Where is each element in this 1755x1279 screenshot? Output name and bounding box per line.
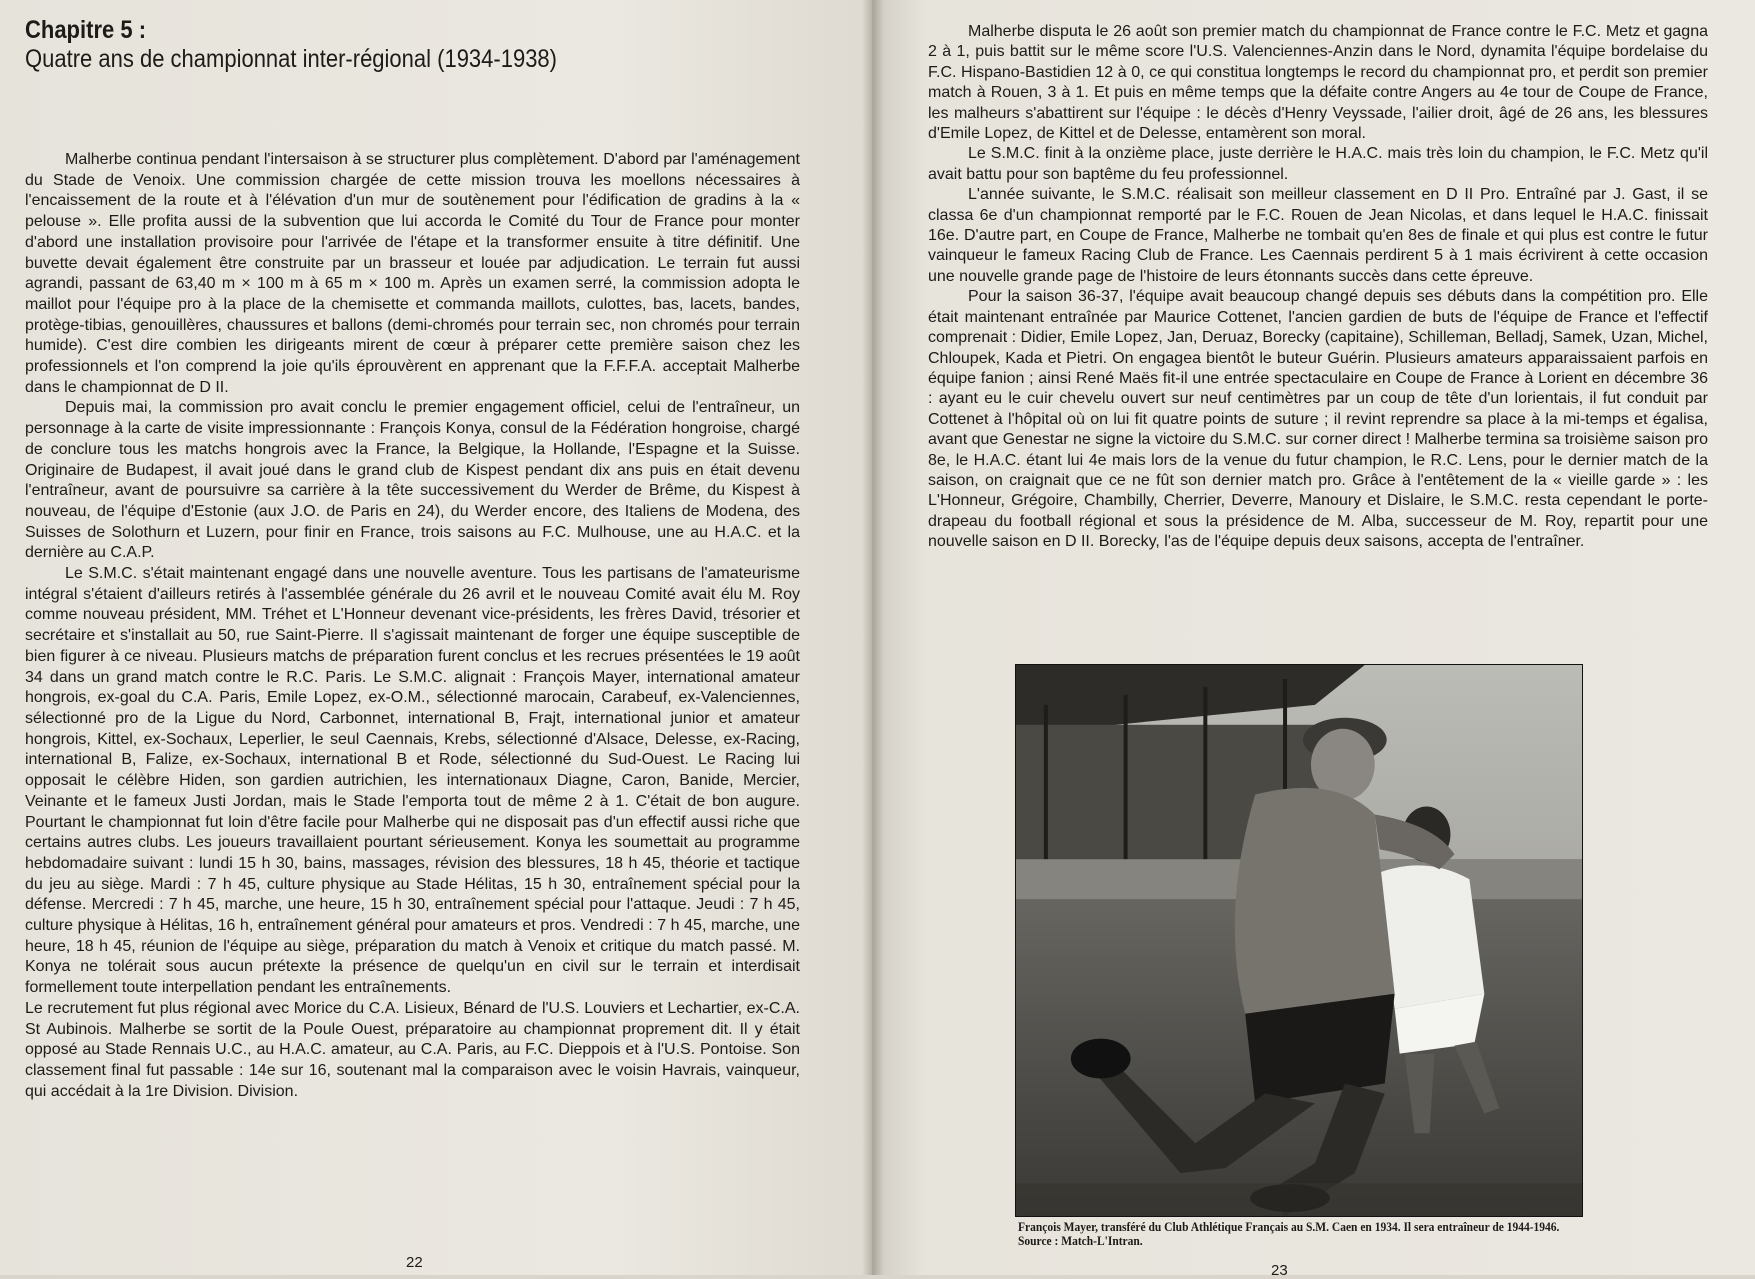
page-number: 22 xyxy=(406,1254,423,1271)
paragraph: Malherbe disputa le 26 août son premier match du championnat de France contre le F.C. Metz et gagna 2 à 1, puis battit sur le même score l'U.S. Valenciennes-Anzin dans le Nord, dynamita l'équipe bordelaise du F.C. Hispano-Bastidien 12 à 0, ce qui constitua longtemps le record du championnat pro, et perdit son premier match à Rouen, 3 à 1. Et puis en même temps que la défaite contre Angers au 4e tour de Coupe de France, les malheurs s'abattirent sur l'équipe : le décès d'Henry Veyssade, l'ailier droit, âgé de 26 ans, les blessures d'Emile Lopez, de Kittel et de Delesse, entamèrent son moral. xyxy=(928,23,1708,143)
page-number: 23 xyxy=(1271,1262,1288,1279)
left-text-column xyxy=(25,150,800,1102)
paragraph: Le recrutement fut plus régional avec Morice du C.A. Lisieux, Bénard de l'U.S. Louviers et Lechartier, ex-C.A. St Aubinois. Malherbe se sortit de la Poule Ouest, préparatoire au championnat proprement dit. Il y était opposé au Stade Rennais U.C., au H.A.C. amateur, au C.A. Paris, au F.C. Dieppois et à l'U.S. Pontoise. Son classement final fut passable : 14e sur 16, soutenant mal la comparaison avec le voisin Havrais, vainqueur, qui accédait à la 1re Division. Division. xyxy=(25,999,800,1100)
right-page xyxy=(872,0,1755,1279)
left-page xyxy=(0,0,872,1275)
caption-source: Source : Match-L'Intran. xyxy=(1018,1234,1143,1248)
right-text-column xyxy=(928,22,1708,553)
paragraph: L'année suivante, le S.M.C. réalisait son meilleur classement en D II Pro. Entraîné par J. Gast, il se classa 6e d'un championnat remporté par le F.C. Rouen de Jean Nicolas, et dans lequel le H.A.C. finissait 16e. D'autre part, en Coupe de France, Malherbe ne tombait qu'en 8es de finale et qui plus est contre le futur vainqueur le fameux Racing Club de France. Les Caennais perdirent 5 à 1 mais écrivirent à cette occasion une nouvelle grande page de l'histoire de leurs étonnants succès dans cette épreuve. xyxy=(928,186,1708,285)
photo-caption xyxy=(1018,1220,1598,1248)
photo-image xyxy=(1016,665,1582,1216)
paragraph: Le S.M.C. finit à la onzième place, juste derrière le H.A.C. mais très loin du champion, le F.C. Metz qu'il avait battu pour son baptême du feu professionnel. xyxy=(928,145,1708,183)
paragraph: Malherbe continua pendant l'intersaison à se structurer plus complètement. D'abord par l'aménagement du Stade de Venoix. Une commission chargée de cette mission trouva les moellons nécessaires à l'encaissement de la route et à l'élévation d'un mur de soutènement pour l'édification de gradins à la « pelouse ». Elle profita aussi de la subvention que lui accorda le Comité du Tour de France pour monter d'abord une installation provisoire pour l'arrivée de l'étape et la transformer ensuite à titre définitif. Une buvette devait également être construite par un brasseur et louée par adjudication. Le terrain fut aussi agrandi, passant de 63,40 m × 100 m à 65 m × 100 m. Après un examen serré, la commission adopta le maillot pour l'équipe pro à la place de la chemisette et commanda maillots, culottes, bas, lacets, bandes, protège-tibias, genouillères, chaussures et ballons (demi-chromés pour terrain sec, non chromés pour terrain humide). C'est dire combien les dirigeants mirent de cœur à préparer cette première saison chez les professionnels et l'on comprend la joie qu'ils éprouvèrent en apprenant que la F.F.F.A. acceptait Malherbe dans le championnat de D II. xyxy=(25,151,800,396)
caption-line: François Mayer, transféré du Club Athlétique Français au S.M. Caen en 1934. Il sera entraîneur de 1944-1946. xyxy=(1018,1220,1560,1234)
photo-francois-mayer xyxy=(1015,664,1583,1217)
paragraph: Pour la saison 36-37, l'équipe avait beaucoup changé depuis ses débuts dans la compétition pro. Elle était maintenant entraînée par Maurice Cottenet, l'ancien gardien de buts de l'équipe de France et l'effectif comprenait : Didier, Emile Lopez, Jan, Deruaz, Borecky (capitaine), Schilleman, Belladj, Samek, Uzan, Michel, Chloupek, Kada et Pietri. On engagea bientôt le buteur Guérin. Plusieurs amateurs apparaissaient parfois en équipe fanion ; ainsi René Maës fit-il une entrée spectaculaire en Coupe de France à Lorient en décembre 36 : ayant eu le cuir chevelu ouvert sur neuf centimètres par un coup de tête d'un lorientais, il fut conduit par Cottenet à l'hôpital où on lui fit quatre points de suture ; il revint reprendre sa place à la mi-temps et égalisa, avant que Genestar ne signe la victoire du S.M.C. sur corner direct ! Malherbe termina sa troisième saison pro 8e, le H.A.C. étant lui 4e mais lors de la venue du futur champion, le R.C. Lens, pour le dernier match de la saison, on craignait que ce ne fût son dernier match pro. Grâce à l'entêtement de la « vieille garde » : les L'Honneur, Grégoire, Chambilly, Cherrier, Deverre, Manoury et Dislaire, le S.M.C. resta cependant le porte-drapeau du football régional et sous la présidence de M. Alba, successeur de M. Roy, repartit pour une nouvelle saison en D II. Borecky, l'as de l'équipe depuis deux saisons, accepta de l'entraîner. xyxy=(928,288,1708,551)
chapter-title: Quatre ans de championnat inter-régional (1934-1938) xyxy=(25,45,558,73)
paragraph: Le S.M.C. s'était maintenant engagé dans une nouvelle aventure. Tous les partisans de l'amateurisme intégral s'étaient d'ailleurs retirés à l'assemblée générale du 26 avril et le nouveau Comité avait élu M. Roy comme nouveau président, MM. Tréhet et L'Honneur devenant vice-présidents, les frères David, trésorier et secrétaire et s'installait au 50, rue Saint-Pierre. Il s'agissait maintenant de forger une équipe susceptible de bien figurer à ce niveau. Plusieurs matchs de préparation furent conclus et les recrues présentées le 19 août 34 dans un grand match contre le R.C. Paris. Le S.M.C. alignait : François Mayer, international amateur hongrois, ex-goal du C.A. Paris, Emile Lopez, ex-O.M., sélectionné marocain, Carabeuf, ex-Valenciennes, sélectionné pro de la Ligue du Nord, Carbonnet, international B, Frajt, international junior et amateur hongrois, Kittel, ex-Sochaux, Leperlier, le seul Caennais, Krebs, sélectionné d'Alsace, Delesse, ex-Racing, international B, Falize, ex-Sochaux, international B et Rode, sélectionné du Sud-Ouest. Le Racing lui opposait le célèbre Hiden, son gardien autrichien, les internationaux Diagne, Caron, Banide, Mercier, Veinante et le fameux Justi Jordan, mais le Stade l'emporta tout de même 2 à 1. C'était de bon augure. Pourtant le championnat fut loin d'être facile pour Malherbe qui ne disposait pas d'un effectif aussi riche que certains autres clubs. Les joueurs travaillaient pourtant sérieusement. Konya les soumettait au programme hebdomadaire suivant : lundi 15 h 30, bains, massages, révision des blessures, 18 h 45, théorie et tactique du jeu au siège. Mardi : 7 h 45, culture physique au Stade Hélitas, 15 h 30, entraînement spécial pour la défense. Mercredi : 7 h 45, marche, une heure, 15 h 30, entraînement spécial pour l'attaque. Jeudi : 7 h 45, culture physique à Hélitas, 16 h, entraînement général pour amateurs et pros. Vendredi : 7 h 45, marche, une heure, 18 h 45, réunion de l'équipe au siège, préparation du match à Venoix et critique du match passé. M. Konya ne tolérait sous aucun prétexte la présence de quelqu'un en civil sur le terrain et interdisait formellement toute interpellation pendant les entraînements. xyxy=(25,565,800,997)
paragraph: Depuis mai, la commission pro avait conclu le premier engagement officiel, celui de l'entraîneur, un personnage à la carte de visite impressionnante : François Konya, consul de la Fédération hongroise, chargé de conclure tous les matchs hongrois avec la France, la Belgique, la Hollande, l'Espagne et la Suisse. Originaire de Budapest, il avait joué dans le grand club de Kispest pendant dix ans puis en était devenu l'entraîneur, avant de poursuivre sa carrière à la tête successivement du Werder de Brême, du Kispest à nouveau, de l'équipe d'Estonie (aux J.O. de Paris en 24), du Werder encore, des Italiens de Modena, des Suisses de Solothurn et Luzern, pour finir en France, trois saisons au F.C. Mulhouse, une au H.A.C. et la dernière au C.A.P. xyxy=(25,399,800,562)
chapter-heading xyxy=(25,16,845,74)
chapter-label: Chapitre 5 : xyxy=(25,16,147,44)
book-gutter xyxy=(862,0,884,1275)
